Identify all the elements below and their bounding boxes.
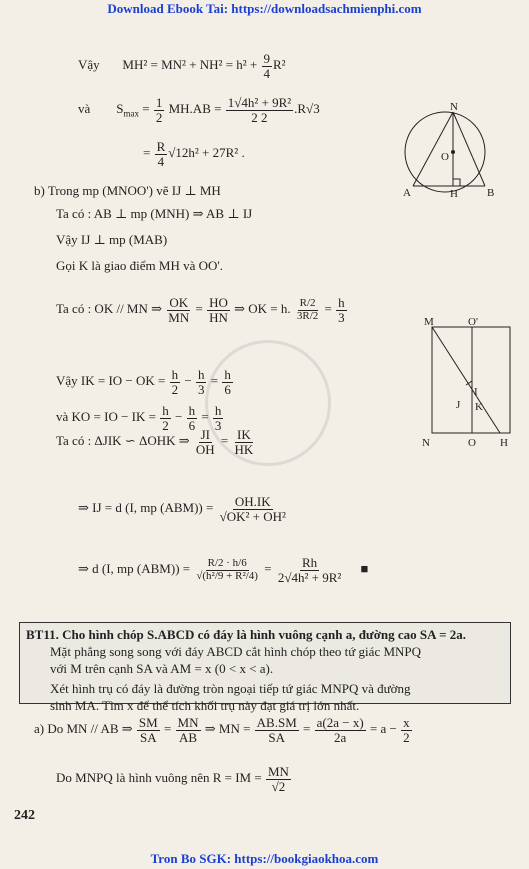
exercise-box [19, 622, 511, 713]
formula-ok [56, 296, 348, 324]
label-O1: O' [468, 316, 478, 328]
label-H: H [450, 188, 458, 200]
text: MH.AB = [168, 101, 222, 117]
text: ⇒ MN = [204, 721, 251, 737]
text: R² [273, 57, 286, 73]
text: = [264, 561, 272, 577]
label-I: I [474, 386, 478, 398]
label-M: M [424, 316, 434, 328]
fraction: $\frac{9}{4}$ [263, 51, 271, 81]
text: và KO = IO − IK = [56, 409, 156, 425]
end-mark: ■ [360, 561, 369, 577]
fraction: $\frac{h}{3}$ [214, 403, 222, 433]
fraction: $\frac{R/2}{3R/2}$ [296, 297, 319, 322]
text: ⇒ IJ = d (I, mp (ABM)) = [78, 500, 214, 516]
text-line: Vậy IJ ⊥ mp (MAB) [56, 232, 168, 247]
fraction: $\frac{AB.SM}{SA}$ [256, 715, 297, 745]
text: = [303, 721, 311, 737]
formula-mn [34, 716, 413, 744]
text: √12h² + 27R² . [168, 145, 245, 161]
formula-distance [78, 556, 368, 584]
text: ⇒ d (I, mp (ABM)) = [78, 561, 191, 577]
formula-ik [56, 368, 234, 396]
fraction: $\frac{x}{2}$ [403, 715, 410, 745]
figure-rectangle-section [420, 315, 525, 450]
text: max [123, 108, 140, 119]
formula-smax-result [143, 140, 245, 168]
fraction: $\frac{OH.IK}{\text{√OK² + OH²}}$ [219, 494, 286, 524]
figure-circle-triangle [395, 100, 495, 200]
text: = [220, 433, 229, 449]
label-H: H [500, 437, 508, 449]
text: Vậy IK = IO − OK = [56, 373, 166, 389]
text: = [143, 145, 151, 161]
label-O: O [441, 151, 449, 163]
exercise-line: với M trên cạnh SA và AM = x (0 < x < a). [50, 661, 274, 676]
fraction: $\frac{h}{3}$ [338, 295, 345, 325]
fraction: $\frac{h}{2}$ [162, 403, 169, 433]
text: = [201, 409, 209, 425]
fraction: $\frac{h}{3}$ [197, 367, 205, 397]
formula-mh [78, 52, 286, 80]
fraction: $\frac{OK}{MN}$ [168, 295, 190, 325]
fraction: $\frac{h}{6}$ [188, 403, 196, 433]
text: .R√3 [294, 101, 320, 117]
label-J: J [456, 399, 461, 411]
exercise-line: sinh MA. Tìm x để thể tích khối trụ này đạt giá trị lớn nhất. [50, 698, 360, 713]
fraction: $\frac{R/2 \cdot h/6}{\text{√(h²/9 + R²/4)}}$ [196, 557, 258, 582]
fraction: $\frac{h}{6}$ [224, 367, 231, 397]
text: Ta có : OK // MN ⇒ [56, 301, 163, 317]
fraction: $\frac{SM}{SA}$ [138, 715, 158, 745]
text: = [195, 301, 203, 317]
fraction: $\frac{IK}{HK}$ [234, 427, 254, 457]
label-N: N [422, 437, 430, 449]
text: Ta có : ΔJIK ∽ ΔOHK ⇒ [56, 433, 190, 449]
text-line: Gọi K là giao điểm MH và OO'. [56, 258, 223, 273]
footer-link[interactable]: Tron Bo SGK: https://bookgiaokhoa.com [150, 851, 379, 866]
text: = [142, 101, 150, 117]
fraction: $\frac{Rh}{\text{2√4h² + 9R²}}$ [277, 555, 342, 585]
text: ⇒ OK = h. [234, 301, 291, 317]
label-N: N [450, 101, 458, 113]
page-number: 242 [14, 808, 35, 823]
text: − [184, 373, 192, 389]
fraction: $\frac{JI}{OH}$ [195, 427, 215, 457]
fraction: $\frac{HO}{HN}$ [209, 295, 228, 325]
label-K: K [475, 401, 483, 413]
text: Do MNPQ là hình vuông nên R = IM = [56, 770, 262, 786]
fraction: $\frac{MN}{√2}$ [267, 764, 289, 794]
fraction: $\frac{1}{2}$ [155, 95, 163, 125]
text: S [116, 101, 124, 117]
fraction: $\frac{MN}{AB}$ [177, 715, 199, 745]
text: MH² = MN² + NH² = h² + [122, 57, 258, 73]
text: = [324, 301, 332, 317]
formula-ij [78, 495, 289, 523]
fraction: $\frac{h}{2}$ [171, 367, 179, 397]
header-link[interactable]: Download Ebook Tai: https://downloadsachmienphi.com [107, 1, 422, 16]
label-A: A [403, 187, 411, 199]
fraction: $\frac{\text{1√4h² + 9R²}}{2 2}$ [227, 95, 292, 125]
formula-smax [78, 96, 320, 124]
text-part-b: b) Trong mp (MNOO') vẽ IJ ⊥ MH [34, 183, 221, 198]
text: và [78, 101, 91, 117]
formula-similar [56, 428, 256, 456]
label-O: O [468, 437, 476, 449]
text: a) Do MN // AB ⇒ [34, 721, 133, 737]
fraction: $\frac{a(2a - x)}{2a}$ [316, 715, 364, 745]
text: = a − [369, 721, 397, 737]
text-line: Ta có : AB ⊥ mp (MNH) ⇒ AB ⊥ IJ [56, 206, 253, 221]
exercise-line: BT11. Cho hình chóp S.ABCD có đáy là hình vuông cạnh a, đường cao SA = 2a. [26, 627, 466, 642]
text: = [163, 721, 172, 737]
formula-radius [56, 765, 292, 793]
fraction: $\frac{R}{4}$ [156, 139, 166, 169]
text: = [210, 373, 219, 389]
label-B: B [487, 187, 495, 199]
exercise-line: Mặt phẳng song song với đáy ABCD cắt hình chóp theo tứ giác MNPQ [50, 644, 422, 659]
exercise-line: Xét hình trụ có đáy là đường tròn ngoại tiếp tứ giác MNPQ và đường [50, 681, 411, 696]
text: − [174, 409, 183, 425]
text: Vậy [78, 57, 100, 73]
